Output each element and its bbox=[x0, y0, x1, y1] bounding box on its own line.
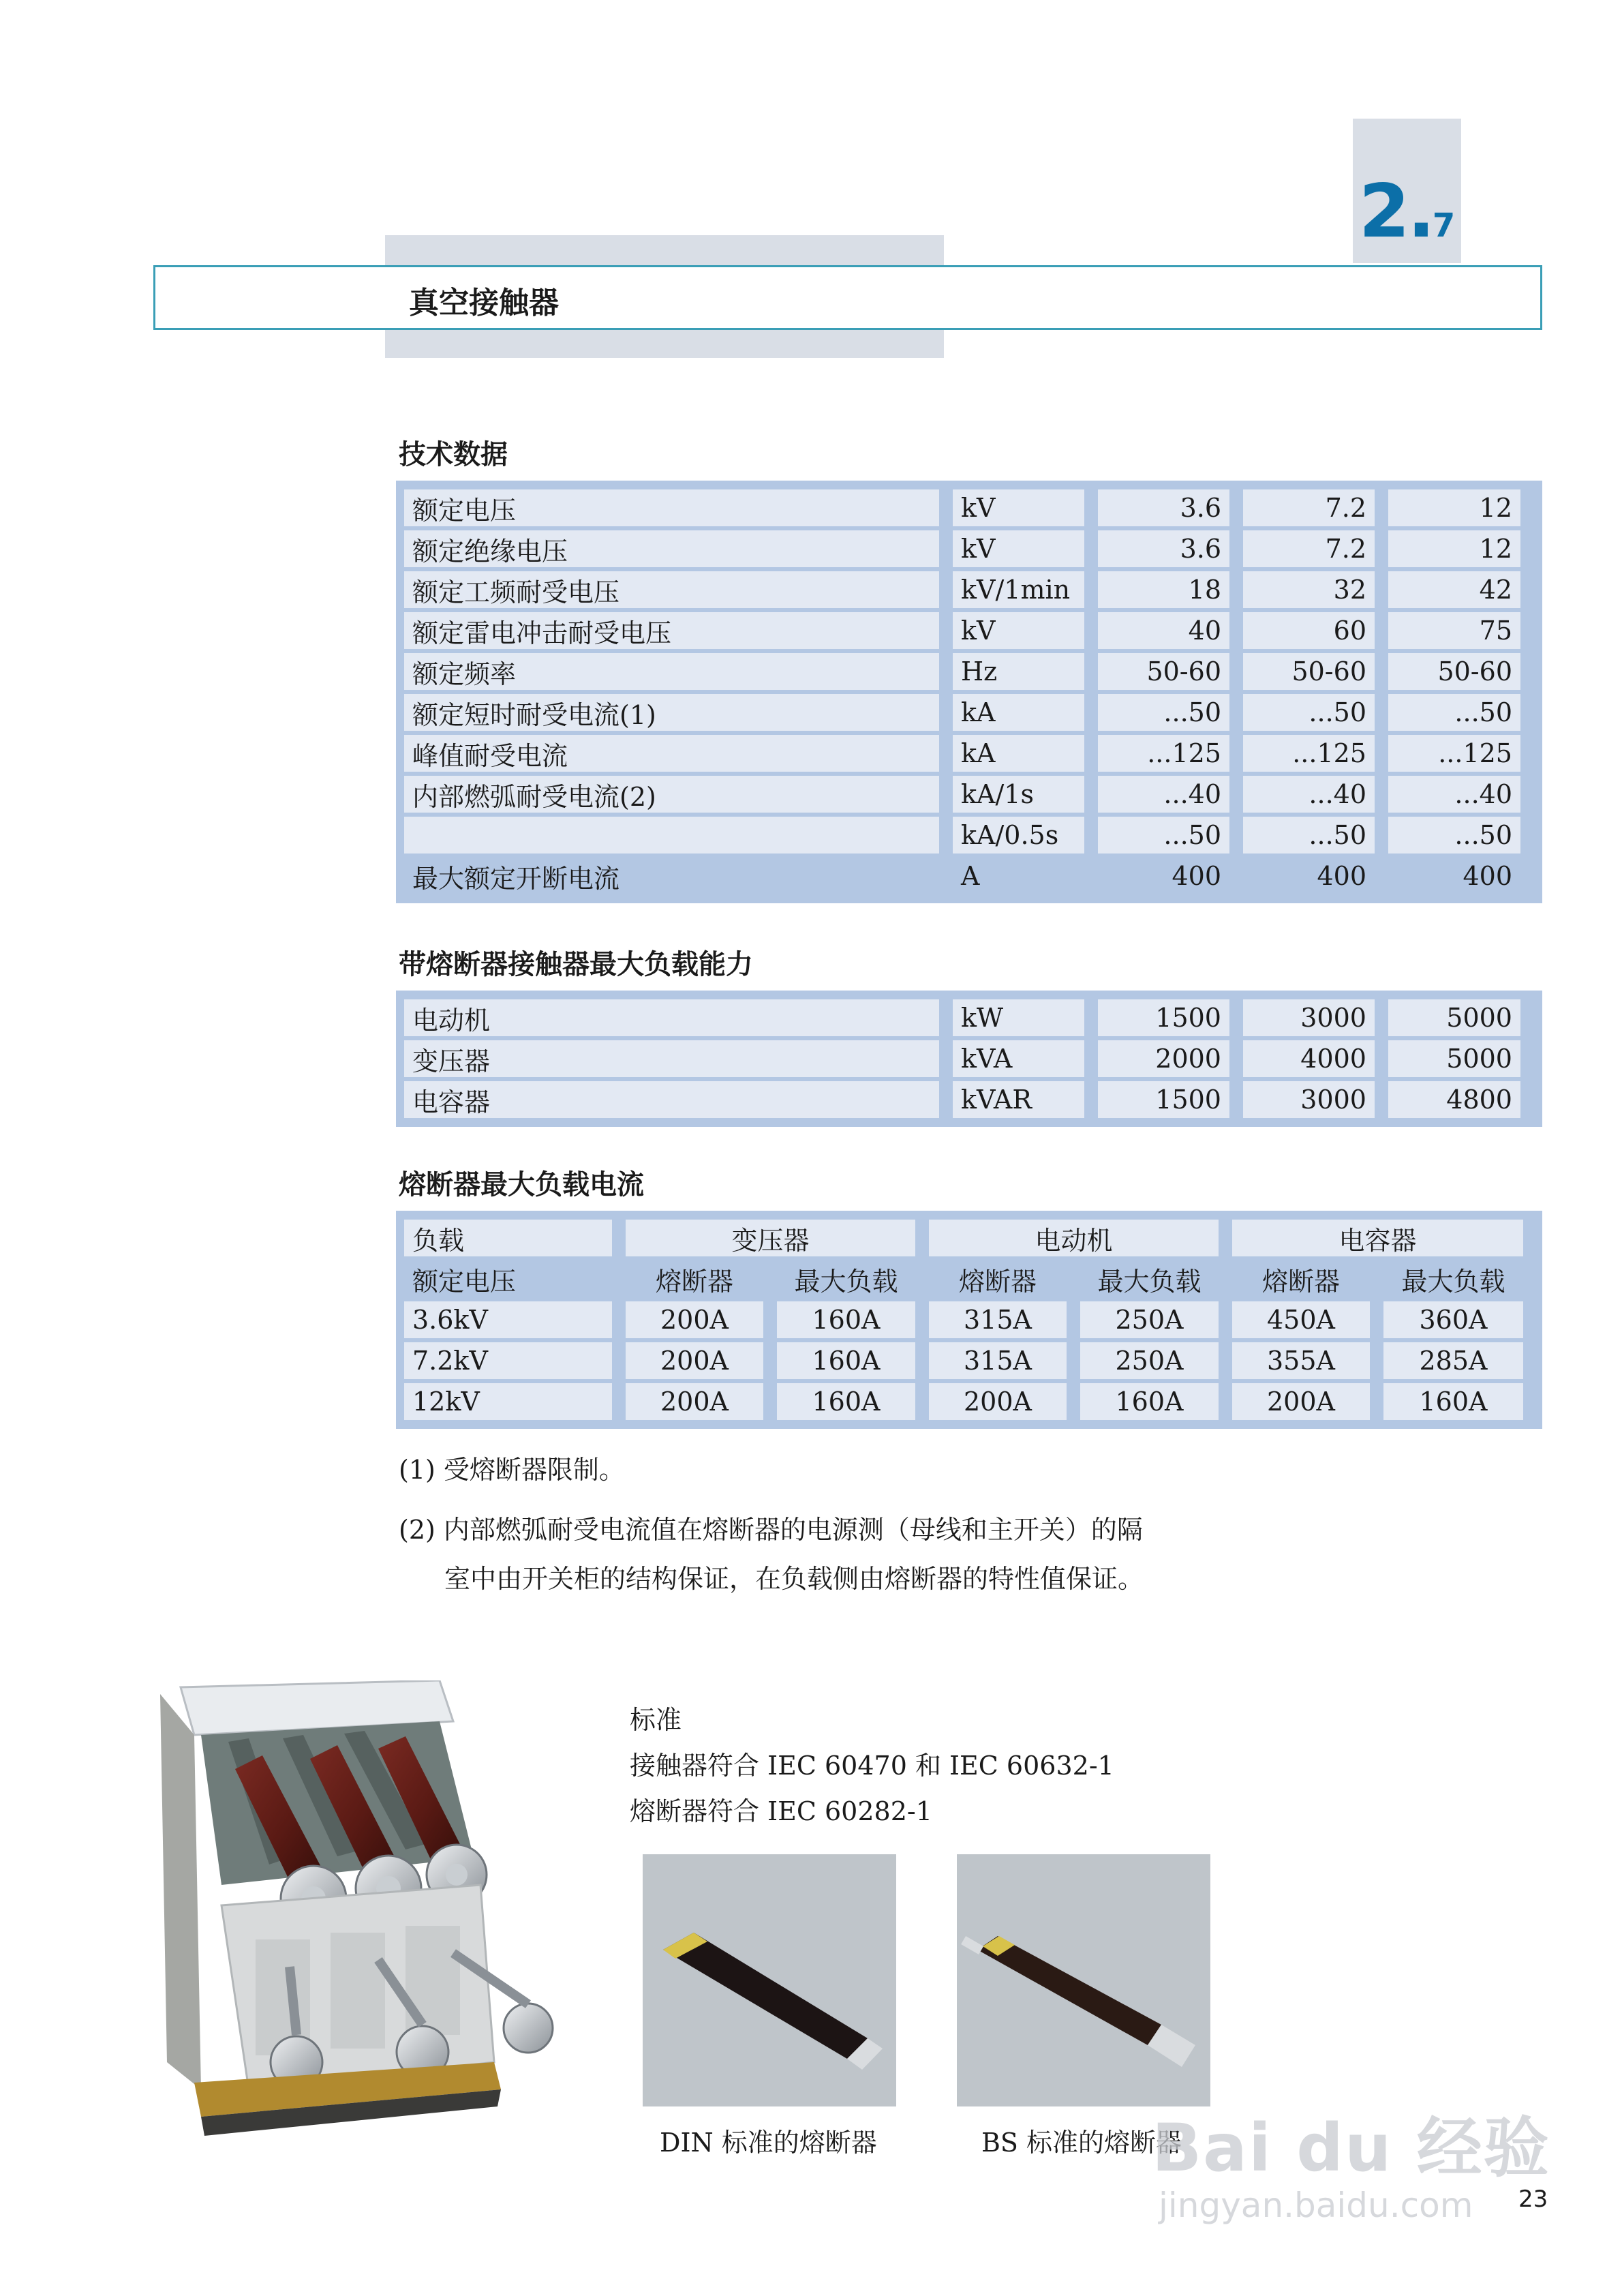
value-7-2kv-cell: ...40 bbox=[1243, 776, 1375, 813]
value-7-2kv-cell: 3000 bbox=[1243, 999, 1375, 1036]
chapter-number bbox=[1353, 169, 1461, 254]
value-3-6kv-cell: ...125 bbox=[1098, 735, 1229, 772]
param-cell: 额定频率 bbox=[404, 653, 939, 690]
fuse-cell: 160A bbox=[777, 1383, 915, 1420]
fuse-cell: 285A bbox=[1383, 1342, 1523, 1379]
section-title-tech: 技术数据 bbox=[399, 439, 508, 470]
param-cell: 内部燃弧耐受电流(2) bbox=[404, 776, 939, 813]
value-7-2kv-cell: 50-60 bbox=[1243, 653, 1375, 690]
value-3-6kv-cell: 3.6 bbox=[1098, 489, 1229, 526]
value-7-2kv-cell: ...50 bbox=[1243, 694, 1375, 731]
value-3-6kv-cell: 18 bbox=[1098, 571, 1229, 608]
bs-fuse-photo bbox=[957, 1854, 1210, 2106]
param-cell: 峰值耐受电流 bbox=[404, 735, 939, 772]
unit-cell: kV bbox=[953, 530, 1084, 567]
param-cell: 最大额定开断电流 bbox=[412, 863, 620, 894]
capacity-table bbox=[396, 991, 1542, 1127]
group-header-cell: 负载 bbox=[404, 1220, 612, 1256]
param-cell: 变压器 bbox=[404, 1040, 939, 1077]
value-12kv-cell: 50-60 bbox=[1388, 653, 1520, 690]
value-12kv-cell: ...50 bbox=[1388, 817, 1520, 854]
table-row bbox=[404, 1038, 1534, 1079]
value-12kv-cell: 75 bbox=[1388, 612, 1520, 649]
group-header-cell: 变压器 bbox=[626, 1220, 915, 1256]
table-row bbox=[404, 815, 1534, 856]
table-row bbox=[404, 1381, 1534, 1422]
table-row bbox=[404, 1340, 1534, 1381]
sub-header-cell: 熔断器 bbox=[958, 1266, 1037, 1297]
value-7-2kv-cell: 32 bbox=[1243, 571, 1375, 608]
table-row bbox=[404, 692, 1534, 733]
fuse-current-table bbox=[396, 1211, 1542, 1429]
fuse-cell: 315A bbox=[929, 1342, 1067, 1379]
value-3-6kv-cell: 50-60 bbox=[1098, 653, 1229, 690]
value-12kv-cell: 5000 bbox=[1388, 999, 1520, 1036]
value-7-2kv-cell: 3000 bbox=[1243, 1081, 1375, 1118]
fuse-cell: 7.2kV bbox=[404, 1342, 612, 1379]
fuse-cell: 360A bbox=[1383, 1301, 1523, 1338]
page-title: 真空接触器 bbox=[409, 286, 559, 320]
sub-header-cell: 最大负载 bbox=[1401, 1266, 1505, 1297]
unit-cell: kVA bbox=[953, 1040, 1084, 1077]
fuse-cell: 315A bbox=[929, 1301, 1067, 1338]
table-row bbox=[404, 487, 1534, 528]
bs-fuse-caption: BS 标准的熔断器 bbox=[981, 2128, 1182, 2158]
table-row bbox=[404, 997, 1534, 1038]
tech-data-table bbox=[396, 481, 1542, 903]
table-row bbox=[404, 774, 1534, 815]
value-7-2kv-cell: 400 bbox=[1317, 861, 1366, 891]
fuse-cell: 200A bbox=[626, 1301, 763, 1338]
sub-header-cell: 额定电压 bbox=[412, 1266, 517, 1297]
chapter-major: 2. bbox=[1358, 169, 1433, 254]
value-12kv-cell: 400 bbox=[1463, 861, 1512, 891]
param-cell: 电容器 bbox=[404, 1081, 939, 1118]
unit-cell: kV/1min bbox=[953, 571, 1084, 608]
group-header-cell: 电动机 bbox=[929, 1220, 1219, 1256]
value-7-2kv-cell: 7.2 bbox=[1243, 489, 1375, 526]
fuse-cell: 200A bbox=[626, 1342, 763, 1379]
value-7-2kv-cell: 7.2 bbox=[1243, 530, 1375, 567]
param-cell: 额定短时耐受电流(1) bbox=[404, 694, 939, 731]
table-row bbox=[404, 651, 1534, 692]
unit-cell: kA bbox=[953, 694, 1084, 731]
standards-contactor: 接触器符合 IEC 60470 和 IEC 60632-1 bbox=[630, 1751, 1114, 1781]
chapter-minor: 7 bbox=[1432, 207, 1456, 245]
value-3-6kv-cell: ...50 bbox=[1098, 694, 1229, 731]
group-header-cell: 电容器 bbox=[1232, 1220, 1523, 1256]
table-row bbox=[404, 610, 1534, 651]
note-1: (1) 受熔断器限制。 bbox=[399, 1455, 625, 1485]
sub-header-cell: 熔断器 bbox=[1261, 1266, 1340, 1297]
vacuum-contactor-photo bbox=[153, 1680, 603, 2147]
unit-cell: A bbox=[961, 861, 980, 891]
value-12kv-cell: 5000 bbox=[1388, 1040, 1520, 1077]
unit-cell: kA/0.5s bbox=[953, 817, 1084, 854]
fuse-cell: 160A bbox=[1080, 1383, 1219, 1420]
din-fuse-caption: DIN 标准的熔断器 bbox=[660, 2128, 877, 2158]
fuse-cell: 200A bbox=[626, 1383, 763, 1420]
value-3-6kv-cell: 2000 bbox=[1098, 1040, 1229, 1077]
value-3-6kv-cell: 1500 bbox=[1098, 1081, 1229, 1118]
watermark-logo: Bai du 经验 bbox=[1152, 2110, 1550, 2186]
baidu-watermark bbox=[1152, 2096, 1550, 2225]
group-header-row bbox=[404, 1218, 1534, 1258]
value-3-6kv-cell: ...40 bbox=[1098, 776, 1229, 813]
unit-cell: kA bbox=[953, 735, 1084, 772]
param-cell: 额定工频耐受电压 bbox=[404, 571, 939, 608]
fuse-cell: 160A bbox=[1383, 1383, 1523, 1420]
value-3-6kv-cell: ...50 bbox=[1098, 817, 1229, 854]
fuse-cell: 250A bbox=[1080, 1342, 1219, 1379]
unit-cell: kV bbox=[953, 489, 1084, 526]
value-7-2kv-cell: 4000 bbox=[1243, 1040, 1375, 1077]
sub-header-cell: 熔断器 bbox=[655, 1266, 733, 1297]
value-7-2kv-cell: ...50 bbox=[1243, 817, 1375, 854]
param-cell: 额定雷电冲击耐受电压 bbox=[404, 612, 939, 649]
table-row bbox=[404, 569, 1534, 610]
fuse-cell: 355A bbox=[1232, 1342, 1370, 1379]
unit-cell: Hz bbox=[953, 653, 1084, 690]
table-row bbox=[404, 1079, 1534, 1120]
fuse-cell: 12kV bbox=[404, 1383, 612, 1420]
table-row bbox=[404, 733, 1534, 774]
unit-cell: kVAR bbox=[953, 1081, 1084, 1118]
value-12kv-cell: 4800 bbox=[1388, 1081, 1520, 1118]
watermark-url: jingyan.baidu.com bbox=[1159, 2186, 1473, 2225]
value-7-2kv-cell: ...125 bbox=[1243, 735, 1375, 772]
section-title-fuse: 熔断器最大负载电流 bbox=[399, 1169, 644, 1200]
fuse-cell: 3.6kV bbox=[404, 1301, 612, 1338]
param-cell: 电动机 bbox=[404, 999, 939, 1036]
param-cell: 额定绝缘电压 bbox=[404, 530, 939, 567]
unit-cell: kA/1s bbox=[953, 776, 1084, 813]
sub-header-cell: 最大负载 bbox=[794, 1266, 898, 1297]
value-3-6kv-cell: 40 bbox=[1098, 612, 1229, 649]
param-cell: 额定电压 bbox=[404, 489, 939, 526]
value-12kv-cell: ...40 bbox=[1388, 776, 1520, 813]
fuse-cell: 160A bbox=[777, 1301, 915, 1338]
value-12kv-cell: ...50 bbox=[1388, 694, 1520, 731]
value-3-6kv-cell: 400 bbox=[1172, 861, 1221, 891]
unit-cell: kV bbox=[953, 612, 1084, 649]
fuse-cell: 200A bbox=[1232, 1383, 1370, 1420]
header-box bbox=[153, 265, 1542, 330]
fuse-cell: 160A bbox=[777, 1342, 915, 1379]
value-3-6kv-cell: 3.6 bbox=[1098, 530, 1229, 567]
sub-header-cell: 最大负载 bbox=[1097, 1266, 1202, 1297]
value-12kv-cell: 12 bbox=[1388, 489, 1520, 526]
din-fuse-photo bbox=[643, 1854, 896, 2106]
value-7-2kv-cell: 60 bbox=[1243, 612, 1375, 649]
standards-fuse: 熔断器符合 IEC 60282-1 bbox=[630, 1796, 932, 1826]
page-number: 23 bbox=[1518, 2186, 1548, 2213]
value-12kv-cell: 12 bbox=[1388, 530, 1520, 567]
unit-cell: kW bbox=[953, 999, 1084, 1036]
value-12kv-cell: ...125 bbox=[1388, 735, 1520, 772]
fuse-cell: 200A bbox=[929, 1383, 1067, 1420]
note-2-line-1: (2) 内部燃弧耐受电流值在熔断器的电源测（母线和主开关）的隔 bbox=[399, 1515, 1143, 1545]
param-cell bbox=[404, 817, 939, 854]
table-row bbox=[404, 1299, 1534, 1340]
sub-header-row bbox=[404, 1258, 1534, 1299]
fuse-cell: 250A bbox=[1080, 1301, 1219, 1338]
table-row bbox=[404, 856, 1534, 896]
section-title-capacity: 带熔断器接触器最大负载能力 bbox=[399, 949, 753, 980]
value-3-6kv-cell: 1500 bbox=[1098, 999, 1229, 1036]
note-2-line-2: 室中由开关柜的结构保证，在负载侧由熔断器的特性值保证。 bbox=[444, 1564, 1144, 1594]
fuse-cell: 450A bbox=[1232, 1301, 1370, 1338]
standards-title: 标准 bbox=[630, 1705, 682, 1735]
table-row bbox=[404, 528, 1534, 569]
value-12kv-cell: 42 bbox=[1388, 571, 1520, 608]
